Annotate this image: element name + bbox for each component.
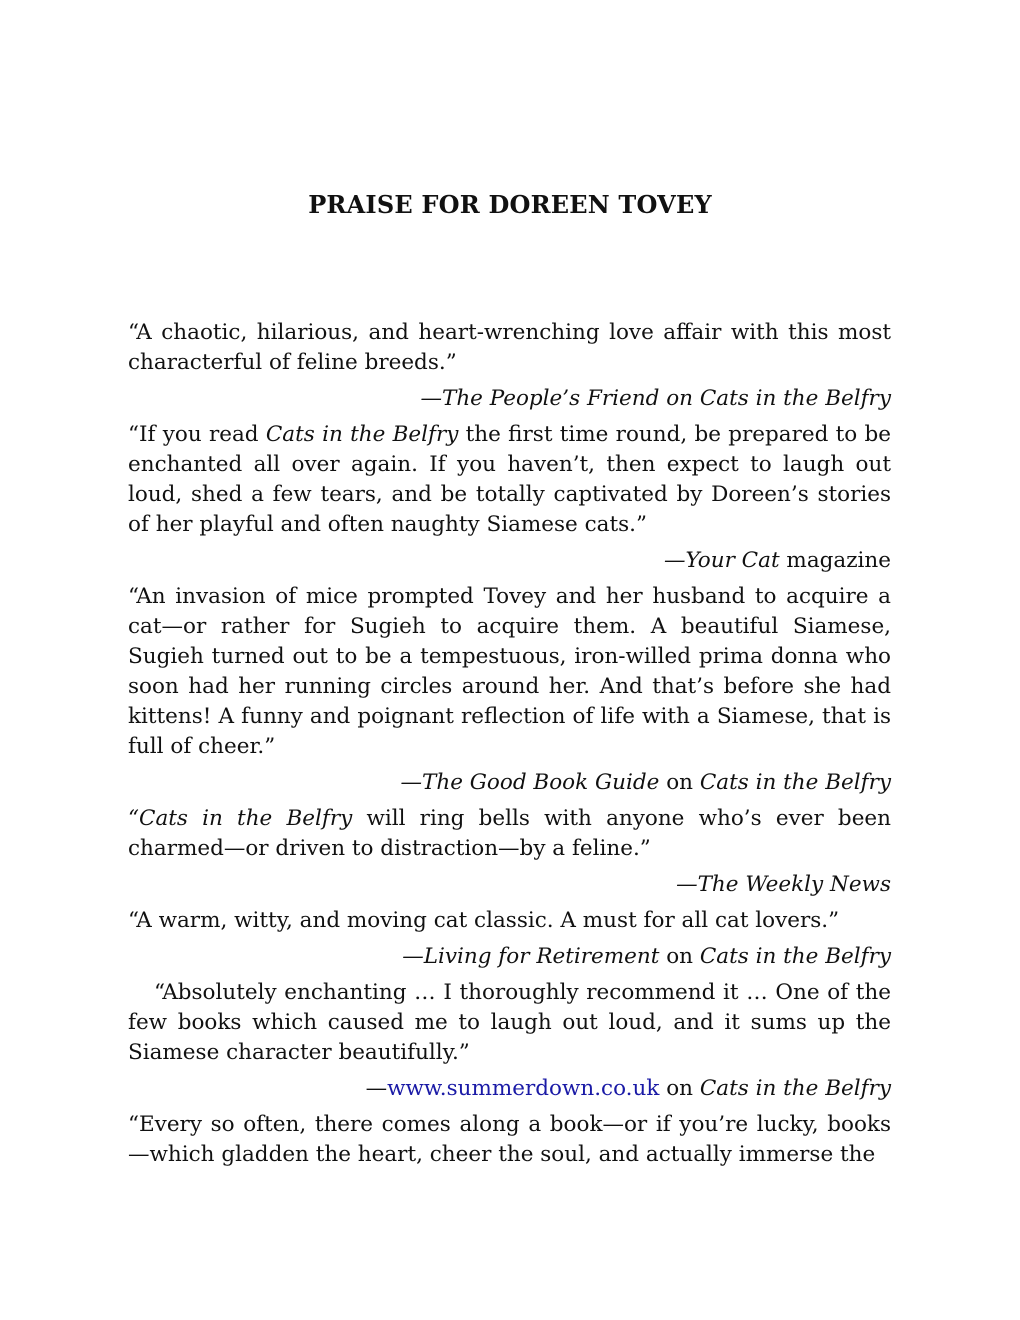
quote-text: the first time round, be prepared to be enchanted all over again. If you haven’t, then expect to laugh out loud, shed a few tears, and be totally captivated by Doreen’s stories of her playful and often naughty Siamese cats.” [128,422,891,537]
website-link[interactable]: www.summerdown.co.uk [387,1076,660,1101]
book-title: “Cats in the Belfry [128,806,353,831]
praise-quote: “A warm, witty, and moving cat classic. A must for all cat lovers.” [128,908,840,933]
attribution-on: on [659,1076,700,1101]
attribution-dash: — [365,1076,388,1101]
book-title: Cats in the Belfry [265,422,459,447]
praise-attribution: —The Weekly News [676,872,891,897]
quote-text: “If you read [128,422,266,447]
attribution-on: on [659,770,700,795]
book-title: Cats in the Belfry [699,1076,891,1101]
praise-list [128,318,891,1170]
praise-attribution [128,546,891,576]
praise-attribution [128,942,891,972]
book-title: Cats in the Belfry [699,944,891,969]
praise-attribution [128,768,891,798]
quote-text: will ring bells with anyone who’s ever been charmed—or driven to distraction—by a feline.” [128,806,891,861]
praise-quote [128,420,891,540]
page-title: PRAISE FOR DOREEN TOVEY [308,190,712,219]
attribution-source: —Your Cat [663,548,780,573]
praise-attribution [128,1074,891,1104]
praise-quote: “Every so often, there comes along a book—or if you’re lucky, books —which gladden the heart, cheer the soul, and actually immerse the [128,1112,891,1167]
attribution-source: —Living for Retirement [402,944,660,969]
praise-quote: “An invasion of mice prompted Tovey and her husband to acquire a cat—or rather for Sugieh to acquire them. A beautiful Siamese, Sugieh turned out to be a tempestuous, iron-willed prima donna who soon had her running circles around her. And that’s before she had kittens! A funny and poignant reflection of life with a Siamese, that is full of cheer.” [128,584,891,759]
praise-quote: “Absolutely enchanting … I thoroughly recommend it … One of the few books which caused me to laugh out loud, and it sums up the Siamese character beautifully.” [128,980,891,1065]
praise-quote: “A chaotic, hilarious, and heart-wrenching love affair with this most characterful of feline breeds.” [128,320,891,375]
attribution-source: —The Good Book Guide [400,770,660,795]
attribution-on: on [659,944,700,969]
book-title: Cats in the Belfry [699,770,891,795]
attribution-suffix: magazine [779,548,891,573]
praise-quote [128,804,891,864]
praise-attribution: —The People’s Friend on Cats in the Belfry [420,386,891,411]
